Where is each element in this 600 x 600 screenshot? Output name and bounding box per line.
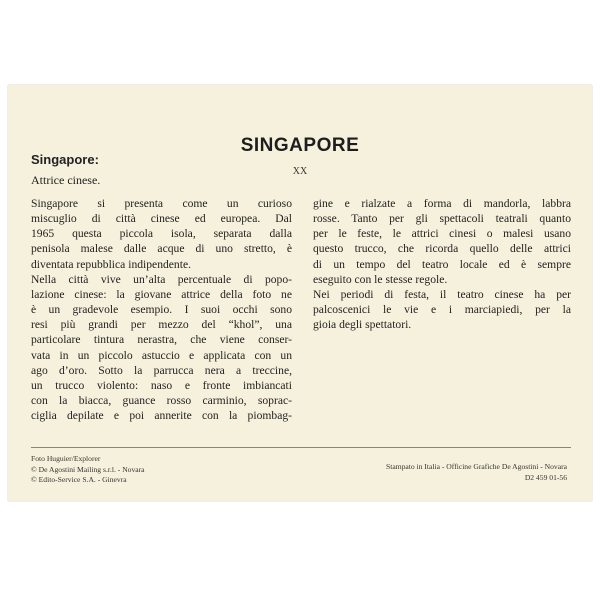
text-line: con la biacca, guance rosso carminio, soprac- bbox=[31, 394, 292, 408]
footer-credits bbox=[31, 454, 145, 486]
text-line: Singapore si presenta come un curioso bbox=[31, 197, 292, 210]
body-text-right-column bbox=[313, 196, 571, 332]
text-line: ago d’oro. Sotto la parrucca nera a treccine, bbox=[31, 363, 292, 377]
text-line: vata in un piccolo astuccio e applicata con un bbox=[31, 348, 292, 362]
text-line: questo trucco, che ricorda quello delle attrici bbox=[313, 242, 571, 256]
card-numeral: XX bbox=[292, 166, 308, 177]
text-line: di un tempo del teatro locale ed è sempre bbox=[313, 257, 571, 271]
section-heading: Singapore: bbox=[31, 152, 99, 167]
card-title: SINGAPORE bbox=[240, 135, 360, 156]
text-line: penisola malese dalle acque di uno stretto, è bbox=[31, 242, 292, 256]
text-line: particolare tintura nerastra, che viene conser- bbox=[31, 333, 292, 347]
text-line: rosse. Tanto per gli spettacoli teatrali quanto bbox=[313, 212, 571, 226]
text-line: palcoscenici le vie e i marciapiedi, per la bbox=[313, 303, 571, 317]
text-line: diventata repubblica indipendente. bbox=[31, 257, 191, 271]
footer-divider bbox=[31, 447, 571, 448]
text-line: è un gradevole esempio. I suoi occhi sono bbox=[31, 303, 292, 317]
footer-printer-info bbox=[386, 462, 567, 483]
photo-caption: Attrice cinese. bbox=[31, 173, 101, 187]
text-line: eseguito con le stesse regole. bbox=[313, 272, 448, 286]
body-text-left-column bbox=[31, 196, 292, 423]
text-line: lazione cinese: la giovane attrice della foto ne bbox=[31, 287, 292, 301]
copyright-line: © De Agostini Mailing s.r.l. - Novara bbox=[31, 464, 145, 474]
text-line: per le feste, le attrici cinesi o malesi usano bbox=[313, 227, 571, 241]
text-line: ciglia depilate e poi annerite con la piombag- bbox=[31, 409, 292, 423]
printer-line: Stampato in Italia - Officine Grafiche De Agostini - Novara bbox=[386, 462, 567, 471]
card-code: D2 459 01-56 bbox=[524, 472, 567, 482]
text-line: 1965 questa piccola isola, separata dalla bbox=[31, 227, 292, 241]
text-line: miscuglio di città cinese ed europea. Dal bbox=[31, 212, 292, 226]
photo-credit: Foto Huguier/Explorer bbox=[31, 454, 101, 463]
text-line: Nella città vive un’alta percentuale di popo- bbox=[31, 272, 292, 286]
text-line: un trucco violento: naso e fronte imbiancati bbox=[31, 378, 292, 392]
text-line: Nei periodi di festa, il teatro cinese ha per bbox=[313, 287, 571, 301]
text-line: resi più grandi per mezzo del “khol”, una bbox=[31, 318, 292, 332]
text-line: gine e rialzate a forma di mandorla, labbra bbox=[313, 197, 571, 210]
copyright-line: © Edito-Service S.A. - Ginevra bbox=[31, 475, 127, 485]
text-line: gioia degli spettatori. bbox=[313, 318, 412, 332]
